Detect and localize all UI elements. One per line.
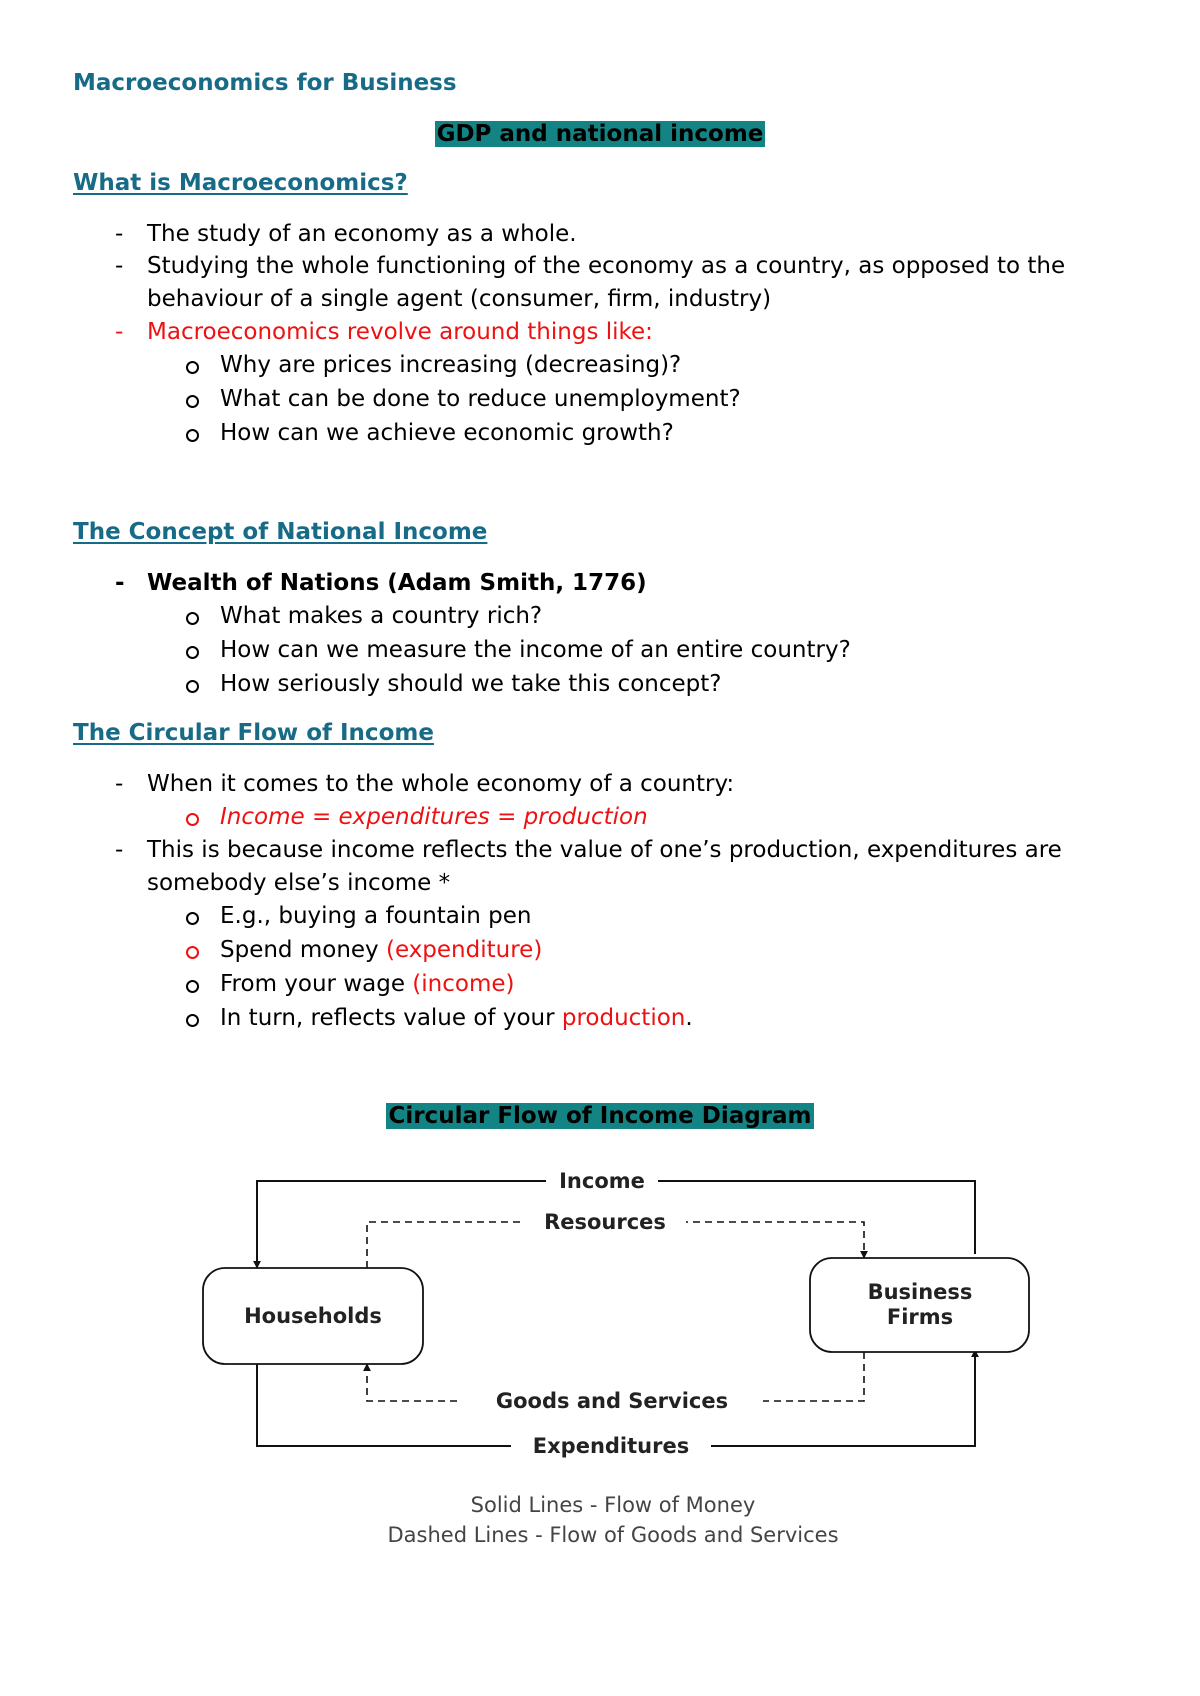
list-item: - Studying the whole functioning of the economy as a country, as opposed to the bbox=[115, 253, 1066, 279]
list-item: - Macroeconomics revolve around things like: bbox=[115, 319, 653, 345]
sub-list-item: In turn, reflects value of your production. bbox=[220, 1002, 693, 1035]
households-label: Households bbox=[244, 1304, 382, 1328]
list-item: - This is because income reflects the value of one’s production, expenditures are bbox=[115, 837, 1062, 863]
list-item-continuation: somebody else’s income * bbox=[147, 870, 451, 896]
resources-label: Resources bbox=[544, 1210, 666, 1234]
diagram-heading-text: Circular Flow of Income Diagram bbox=[388, 1103, 812, 1129]
sub-list-item: How can we measure the income of an entire country? bbox=[220, 634, 851, 667]
section-heading-what-is: What is Macroeconomics? bbox=[73, 170, 408, 196]
sub-list-item: How seriously should we take this concept? bbox=[220, 668, 721, 701]
sub-list-item: Income = expenditures = production bbox=[220, 801, 648, 834]
sub-list-item: What makes a country rich? bbox=[220, 600, 542, 633]
legend-dashed-lines: Dashed Lines - Flow of Goods and Services bbox=[387, 1523, 839, 1547]
list-item: - The study of an economy as a whole. bbox=[115, 221, 577, 247]
section-heading-concept: The Concept of National Income bbox=[73, 519, 488, 545]
goods-services-label: Goods and Services bbox=[495, 1389, 729, 1413]
sub-list-item: Spend money (expenditure) bbox=[220, 934, 542, 967]
sub-list-item: From your wage (income) bbox=[220, 968, 514, 1001]
list-item-continuation: behaviour of a single agent (consumer, firm, industry) bbox=[147, 286, 772, 312]
sub-list-item: E.g., buying a fountain pen bbox=[220, 900, 532, 933]
business-firms-label-line2: Firms bbox=[886, 1305, 954, 1329]
business-firms-label-line1: Business bbox=[867, 1280, 973, 1304]
list-item: - When it comes to the whole economy of a country: bbox=[115, 771, 735, 797]
section-heading-circular-flow: The Circular Flow of Income bbox=[73, 720, 434, 746]
list-item: - Wealth of Nations (Adam Smith, 1776) bbox=[115, 570, 647, 596]
sub-list-item: How can we achieve economic growth? bbox=[220, 417, 674, 450]
gdp-heading-text: GDP and national income bbox=[436, 121, 764, 147]
income-label: Income bbox=[559, 1169, 645, 1193]
document-title: Macroeconomics for Business bbox=[73, 70, 457, 96]
expenditures-label: Expenditures bbox=[532, 1434, 690, 1458]
sub-list-item: What can be done to reduce unemployment? bbox=[220, 383, 741, 416]
sub-list-item: Why are prices increasing (decreasing)? bbox=[220, 349, 681, 382]
legend-solid-lines: Solid Lines - Flow of Money bbox=[470, 1493, 756, 1517]
